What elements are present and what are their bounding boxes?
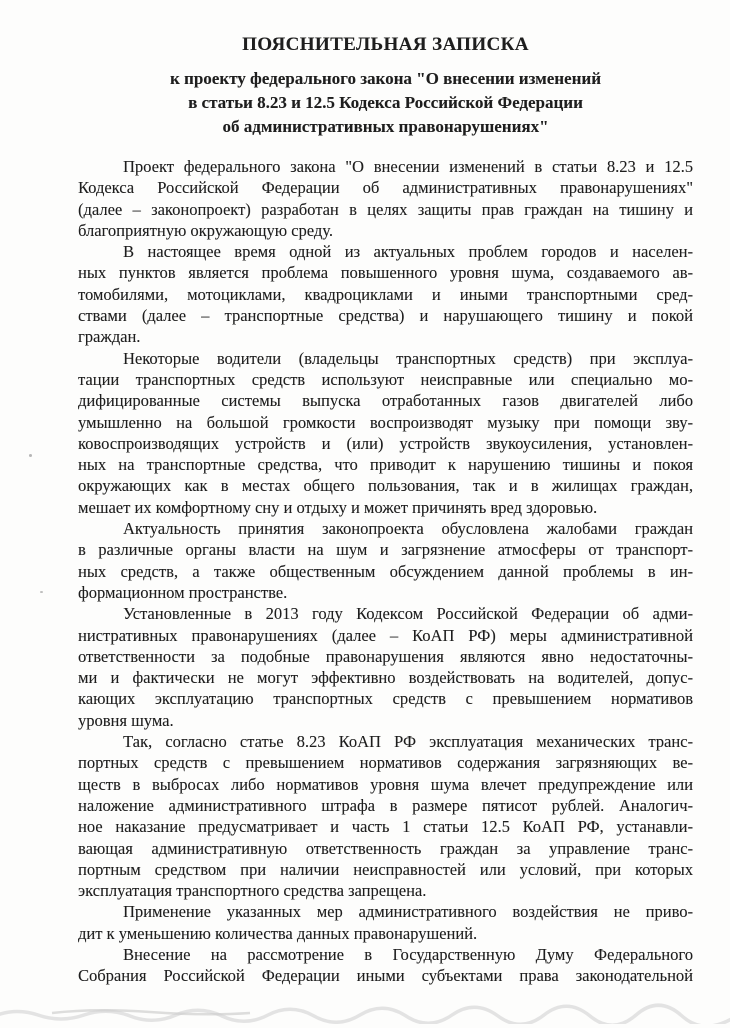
text-line: ковоспроизводящих устройств и (или) устройств звукоусиления, установлен- [78,433,693,453]
text-line: наложение административного штрафа в размере пятисот рублей. Аналогич- [78,795,693,815]
text-line: формационном пространстве. [78,582,288,602]
text-line: ных пунктов является проблема повышенного уровня шума, создаваемого ав- [78,263,693,283]
text-line: нистративных правонарушениях (далее – КоАП РФ) меры административной [78,625,693,645]
text-line: Внесение на рассмотрение в Государственную Думу Федерального [123,944,693,964]
text-line: ное наказание предусматривает и часть 1 статьи 12.5 КоАП РФ, устанавли- [78,817,693,837]
text-line: ответственности за подобные правонарушения являются явно недостаточны- [78,646,693,666]
paragraph [78,901,693,944]
text-line: Так, согласно статье 8.23 КоАП РФ эксплуатация механических транс- [123,732,693,752]
document-subtitle [78,67,693,139]
text-line: ми и фактически не могут эффективно воздействовать на водителей, допус- [78,668,693,688]
text-line: Установленные в 2013 году Кодексом Российской Федерации об адми- [123,604,693,624]
text-line: дит к уменьшению количества данных правонарушений. [78,923,478,943]
text-line: дифицированные системы выпуска отработанных газов двигателей либо [78,391,693,411]
text-line: (далее – законопроект) разработан в целях защиты прав граждан на тишину и [78,199,693,219]
subtitle-line: об административных правонарушениях" [222,117,549,136]
document-heading [0,0,730,139]
scan-speck [29,454,32,457]
text-line: ствами (далее – транспортные средства) и нарушающего тишину и покой [78,306,693,326]
text-line: в различные органы власти на шум и загрязнение атмосферы от транспорт- [78,540,693,560]
text-line: умышленно на большой громкости воспроизводят музыку при помощи зву- [78,412,693,432]
text-line: Актуальность принятия законопроекта обусловлена жалобами граждан [123,519,693,539]
scan-speck [40,591,43,593]
text-line: Проект федерального закона "О внесении изменений в статьи 8.23 и 12.5 [123,157,693,176]
text-line: В настоящее время одной из актуальных проблем городов и населен- [123,242,693,262]
text-line: ществ в выбросах либо нормативов уровня шума влечет предупреждение или [78,774,693,794]
text-line: Собрания Российской Федерации иными субъектами права законодательной [78,966,693,986]
text-line: томобилями, мотоциклами, квадроциклами и иными транспортными сред- [78,284,693,304]
paragraph [78,731,693,901]
text-line: ных на транспортные средства, что приводит к нарушению тишины и покоя [78,455,693,475]
paragraph [78,944,693,987]
paragraph [78,518,693,603]
paragraph [78,348,693,518]
paragraph [78,603,693,731]
text-line: Применение указанных мер административного воздействия не приво- [123,902,693,922]
document-title: ПОЯСНИТЕЛЬНАЯ ЗАПИСКА [242,34,529,55]
scan-artifact-bottom-edge [0,1002,730,1024]
paragraph [78,156,693,241]
scan-edge-wave [0,1005,730,1024]
text-line: вающая административную ответственность граждан за управление транс- [78,838,693,858]
document-body [78,156,693,987]
text-line: кающих эксплуатацию транспортных средств с превышением нормативов [78,689,693,709]
text-line: окружающих как в местах общего пользования, так и в жилищах граждан, [78,476,693,496]
subtitle-line: в статьи 8.23 и 12.5 Кодекса Российской Федерации [188,93,583,112]
scan-edge-smudge [52,1010,250,1014]
text-line: Кодекса Российской Федерации об административных правонарушениях" [78,178,693,198]
text-line: тации транспортных средств используют неисправные или специально мо- [78,369,693,389]
text-line: портным средством при наличии неисправностей или условий, при которых [78,859,693,879]
text-line: уровня шума. [78,710,174,730]
text-line: эксплуатация транспортного средства запрещена. [78,881,427,901]
text-line: Некоторые водители (владельцы транспортных средств) при эксплуа- [123,348,693,368]
subtitle-line: к проекту федерального закона "О внесении изменений [170,69,601,88]
paragraph [78,241,693,347]
text-line: благоприятную окружающую среду. [78,220,333,240]
text-line: ных средств, а также общественным обсуждением данной проблемы в ин- [78,561,693,581]
text-line: граждан. [78,327,141,347]
text-line: портных средств с превышением нормативов содержания загрязняющих ве- [78,753,693,773]
text-line: мешает их комфортному сну и отдыху и может причинять вред здоровью. [78,497,598,517]
